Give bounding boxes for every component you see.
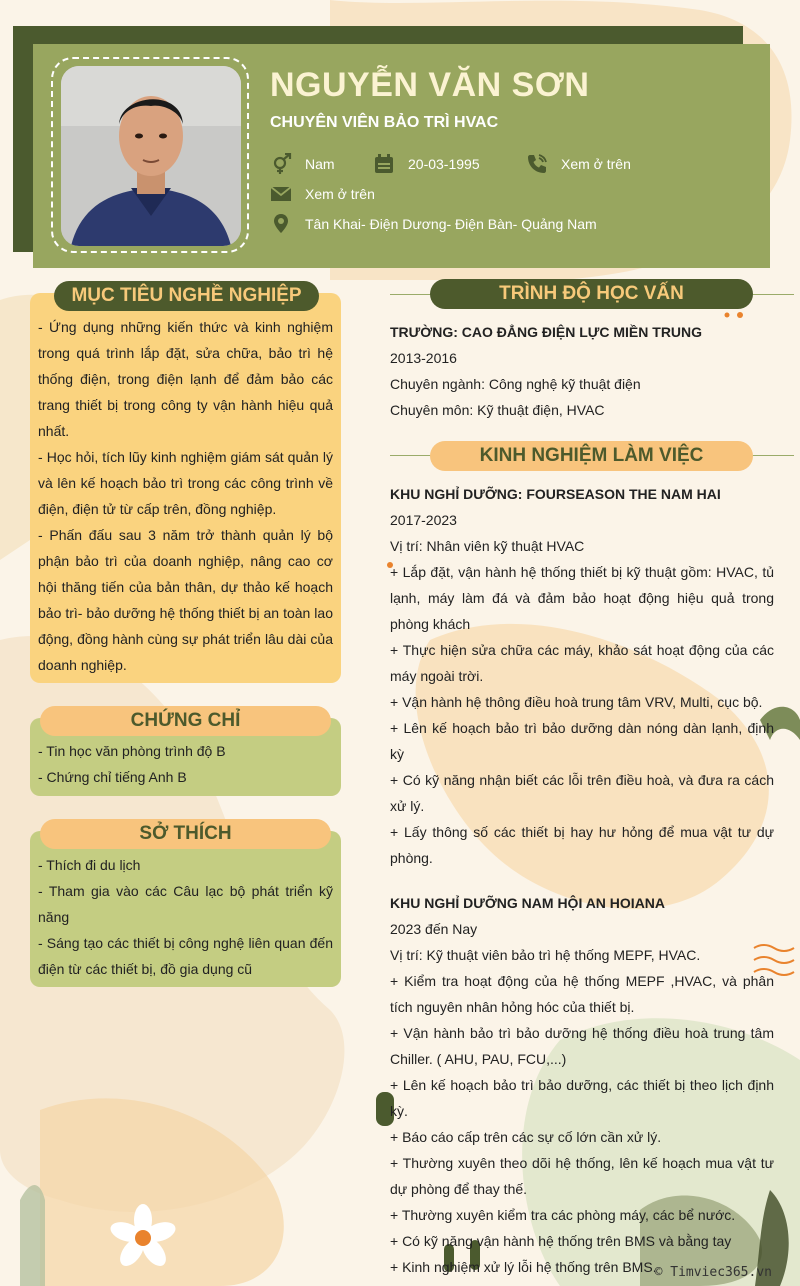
objective-paragraph: - Phấn đấu sau 3 năm trở thành quản lý bộ phận bảo trì của doanh nghiệp, nâng cao cơ hội thăng tiến của bản thân, dự thảo kế hoạch bảo trì- bảo dưỡng hệ thống thiết bị an toàn lao động, đồng hành cùng sự phát triển lâu dài của doanh nghiệp. <box>38 527 333 673</box>
education-heading: TRÌNH ĐỘ HỌC VẤN <box>430 279 753 309</box>
school-specialty: Chuyên môn: Kỹ thuật điện, HVAC <box>390 402 605 418</box>
job-duty: + Kiểm tra hoạt động của hệ thống MEPF ,HVAC, và phân tích nguyên nhân hỏng hóc của thiết bị. <box>390 973 774 1015</box>
birthday-text: 20-03-1995 <box>408 156 480 172</box>
experience-section <box>390 481 774 1280</box>
email-text: Xem ở trên <box>305 186 375 202</box>
school-years: 2013-2016 <box>390 350 457 366</box>
address-info <box>270 213 597 235</box>
job-duty: + Lên kế hoạch bảo trì bảo dưỡng dàn nóng dàn lạnh, định kỳ <box>390 720 774 762</box>
profile-photo <box>61 66 241 246</box>
calendar-icon <box>373 153 395 175</box>
objective-box <box>30 293 341 683</box>
job-title: CHUYÊN VIÊN BẢO TRÌ HVAC <box>270 114 499 131</box>
gender-icon <box>270 153 292 175</box>
experience-heading: KINH NGHIỆM LÀM VIỆC <box>430 441 753 471</box>
company-name: KHU NGHỈ DƯỠNG: FOURSEASON THE NAM HAI <box>390 486 721 502</box>
job-duty: + Lắp đặt, vận hành hệ thống thiết bị kỹ thuật gồm: HVAC, tủ lạnh, máy làm đá và đảm bảo hoạt động hiệu quả trong phòng khách <box>390 564 774 632</box>
company-name: KHU NGHỈ DƯỠNG NAM HỘI AN HOIANA <box>390 895 666 911</box>
candidate-name: NGUYỄN VĂN SƠN <box>270 66 590 104</box>
phone-text: Xem ở trên <box>561 156 631 172</box>
job-duty: + Kinh nghiệm xử lý lỗi hệ thống trên BMS. <box>390 1259 657 1275</box>
envelope-icon <box>270 183 292 205</box>
job-position: Vị trí: Kỹ thuật viên bảo trì hệ thống MEPF, HVAC. <box>390 947 701 963</box>
certificate-item: - Tin học văn phòng trình độ B <box>38 743 226 759</box>
certificates-heading: CHỨNG CHỈ <box>40 706 331 736</box>
objective-paragraph: - Học hỏi, tích lũy kinh nghiệm giám sát quản lý và lên kế hoạch bảo trì trong các công trình về điện, điện tử từ cấp trên, đồng nghiệp. <box>38 449 333 517</box>
job-duty: + Có kỹ năng nhận biết các lỗi trên điều hoà, và đưa ra cách xử lý. <box>390 772 774 814</box>
phone-icon <box>526 153 548 175</box>
hobby-item: - Thích đi du lịch <box>38 857 141 873</box>
location-pin-icon <box>270 213 292 235</box>
job-duty: + Thường xuyên theo dõi hệ thống, lên kế hoạch mua vật tư dự phòng để thay thế. <box>390 1155 774 1197</box>
gender-text: Nam <box>305 156 335 172</box>
job-duty: + Thực hiện sửa chữa các máy, khảo sát hoạt động của các máy ngoài trời. <box>390 642 774 684</box>
hobbies-heading: SỞ THÍCH <box>40 819 331 849</box>
objective-heading: MỤC TIÊU NGHỀ NGHIỆP <box>54 281 319 311</box>
hobby-item: - Tham gia vào các Câu lạc bộ phát triển kỹ năng <box>38 883 333 925</box>
certificate-item: - Chứng chỉ tiếng Anh B <box>38 769 187 785</box>
school-name: TRƯỜNG: CAO ĐẲNG ĐIỆN LỰC MIỀN TRUNG <box>390 324 703 340</box>
address-text: Tân Khai- Điện Dương- Điện Bàn- Quảng Nam <box>305 216 597 232</box>
job-duty: + Báo cáo cấp trên các sự cố lớn cần xử lý. <box>390 1129 662 1145</box>
job-period: 2017-2023 <box>390 512 457 528</box>
job-duty: + Vận hành hệ thông điều hoà trung tâm VRV, Multi, cục bộ. <box>390 694 763 710</box>
watermark: © Timviec365.vn <box>654 1265 772 1280</box>
job-duty: + Lấy thông số các thiết bị hay hư hỏng để mua vật tư dự phòng. <box>390 824 774 866</box>
phone-info <box>526 153 631 175</box>
gender-info <box>270 153 335 175</box>
job-duty: + Lên kế hoạch bảo trì bảo dưỡng, các thiết bị theo lịch định kỳ. <box>390 1077 774 1119</box>
education-section <box>390 319 774 423</box>
job-duty: + Thường xuyên kiểm tra các phòng máy, các bể nước. <box>390 1207 736 1223</box>
birthday-info <box>373 153 480 175</box>
hobbies-box <box>30 831 341 987</box>
job-duty: + Vận hành bảo trì bảo dưỡng hệ thống điều hoà trung tâm Chiller. ( AHU, PAU, FCU,...) <box>390 1025 774 1067</box>
email-info <box>270 183 375 205</box>
objective-paragraph: - Ứng dụng những kiến thức và kinh nghiệm trong quá trình lắp đặt, sửa chữa, bảo trì hệ thống điện, trong điện lạnh để đảm bảo các trang thiết bị trong công ty vận hành hiệu quả nhất. <box>38 319 333 439</box>
job-position: Vị trí: Nhân viên kỹ thuật HVAC <box>390 538 585 554</box>
hobby-item: - Sáng tạo các thiết bị công nghệ liên quan đến điện từ các thiết bị, đồ gia dụng cũ <box>38 935 333 977</box>
school-major: Chuyên ngành: Công nghệ kỹ thuật điện <box>390 376 641 392</box>
job-duty: + Có kỹ năng vận hành hệ thống trên BMS và bằng tay <box>390 1233 732 1249</box>
job-period: 2023 đến Nay <box>390 921 478 937</box>
